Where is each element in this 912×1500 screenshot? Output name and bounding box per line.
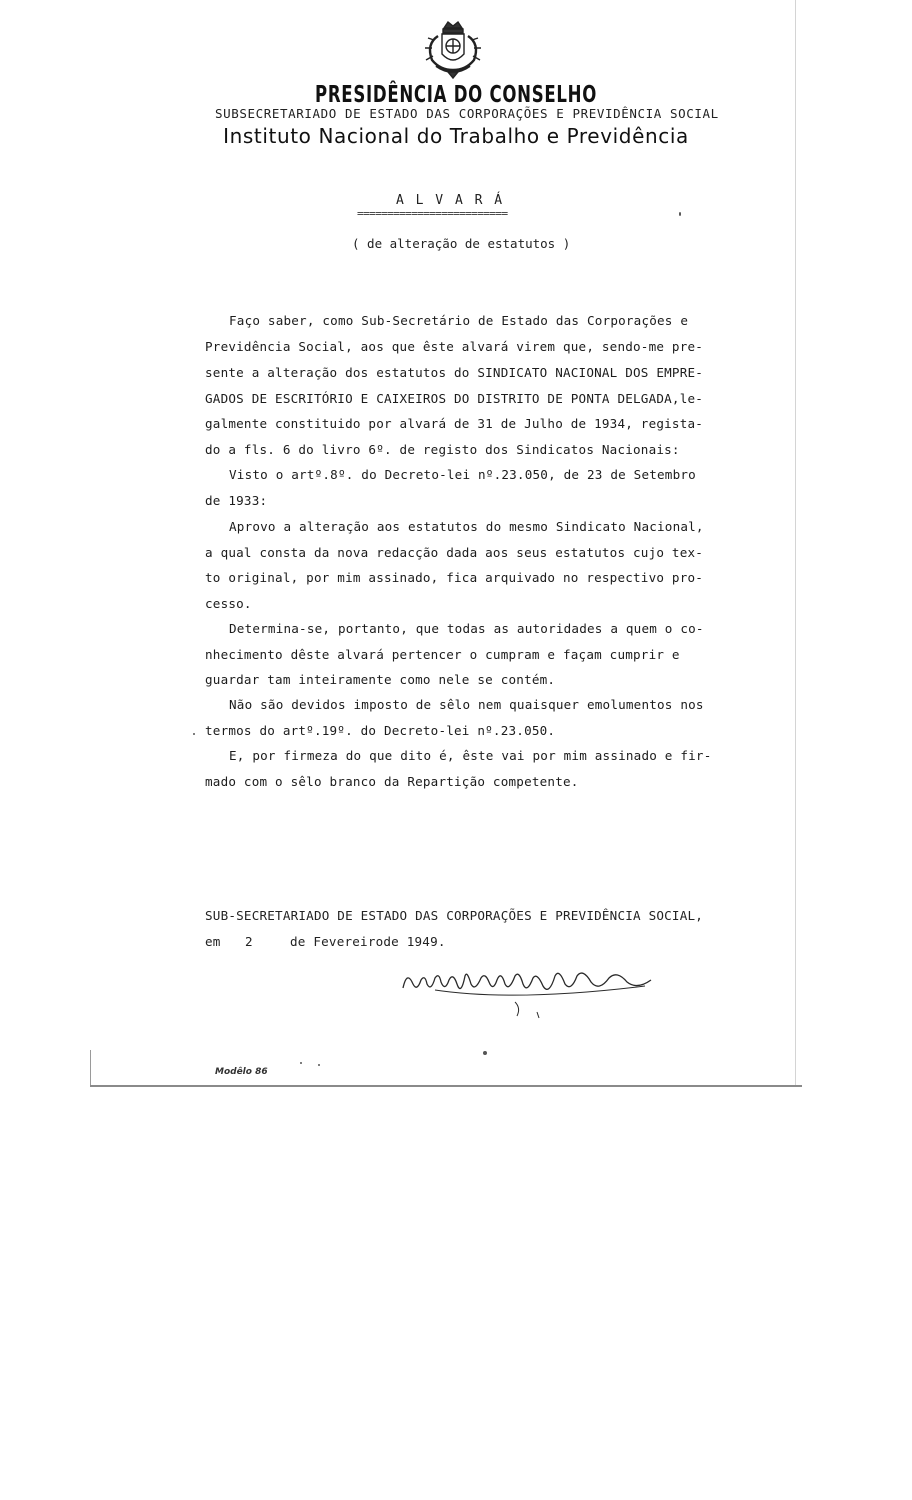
form-model-number: Modêlo 86 <box>215 1067 268 1077</box>
date-rest: de Fevereirode 1949. <box>290 934 446 949</box>
body-line: galmente constituido por alvará de 31 de Julho de 1934, regista- <box>205 416 704 431</box>
body-line: de 1933: <box>205 493 268 508</box>
body-line: Determina-se, portanto, que todas as autoridades a quem o co- <box>229 621 704 636</box>
page-title: PRESIDÊNCIA DO CONSELHO <box>314 82 598 108</box>
body-line: sente a alteração dos estatutos do SINDICATO NACIONAL DOS EMPRE- <box>205 365 704 380</box>
body-line: E, por firmeza do que dito é, êste vai por mim assinado e fir- <box>229 748 712 763</box>
institute-name: Instituto Nacional do Trabalho e Previdência <box>223 124 689 148</box>
body-line: guardar tam inteiramente como nele se contém. <box>205 672 556 687</box>
ink-speck <box>300 1062 302 1064</box>
handwritten-signature <box>395 962 665 1022</box>
subsecretariat-line: SUBSECRETARIADO DE ESTADO DAS CORPORAÇÕES E PREVIDÊNCIA SOCIAL <box>215 106 719 121</box>
body-line: termos do artº.19º. do Decreto-lei nº.23.050. <box>205 723 556 738</box>
document-subtitle: ( de alteração de estatutos ) <box>352 236 571 251</box>
ink-speck <box>318 1064 320 1066</box>
body-line: Visto o artº.8º. do Decreto-lei nº.23.050, de 23 de Setembro <box>229 467 696 482</box>
date-day: 2 <box>245 934 253 949</box>
body-line: Não são devidos imposto de sêlo nem quaisquer emolumentos nos <box>229 697 704 712</box>
page-edge <box>795 0 796 1085</box>
document-heading: A L V A R Á <box>396 193 505 208</box>
body-line: mado com o sêlo branco da Repartição competente. <box>205 774 579 789</box>
ink-speck <box>679 212 681 216</box>
body-line: a qual consta da nova redacção dada aos seus estatutos cujo tex- <box>205 545 704 560</box>
heading-underline: ========================= <box>357 207 508 220</box>
page-edge <box>90 1050 91 1086</box>
coat-of-arms-icon <box>418 20 488 82</box>
body-line: Previdência Social, aos que êste alvará virem que, sendo-me pre- <box>205 339 704 354</box>
body-line: do a fls. 6 do livro 6º. de registo dos Sindicatos Nacionais: <box>205 442 680 457</box>
body-line: to original, por mim assinado, fica arquivado no respectivo pro- <box>205 570 704 585</box>
body-line: Aprovo a alteração aos estatutos do mesmo Sindicato Nacional, <box>229 519 704 534</box>
ink-speck <box>193 733 195 735</box>
body-line: Faço saber, como Sub-Secretário de Estado das Corporações e <box>229 313 689 328</box>
issuer-line: SUB-SECRETARIADO DE ESTADO DAS CORPORAÇÕES E PREVIDÊNCIA SOCIAL, <box>205 908 704 923</box>
body-line: cesso. <box>205 596 252 611</box>
date-prefix: em <box>205 934 221 949</box>
body-line: GADOS DE ESCRITÓRIO E CAIXEIROS DO DISTRITO DE PONTA DELGADA,le- <box>205 391 704 406</box>
body-line: nhecimento dêste alvará pertencer o cumpram e façam cumprir e <box>205 647 680 662</box>
page-edge <box>90 1085 802 1087</box>
ink-speck <box>483 1051 487 1055</box>
